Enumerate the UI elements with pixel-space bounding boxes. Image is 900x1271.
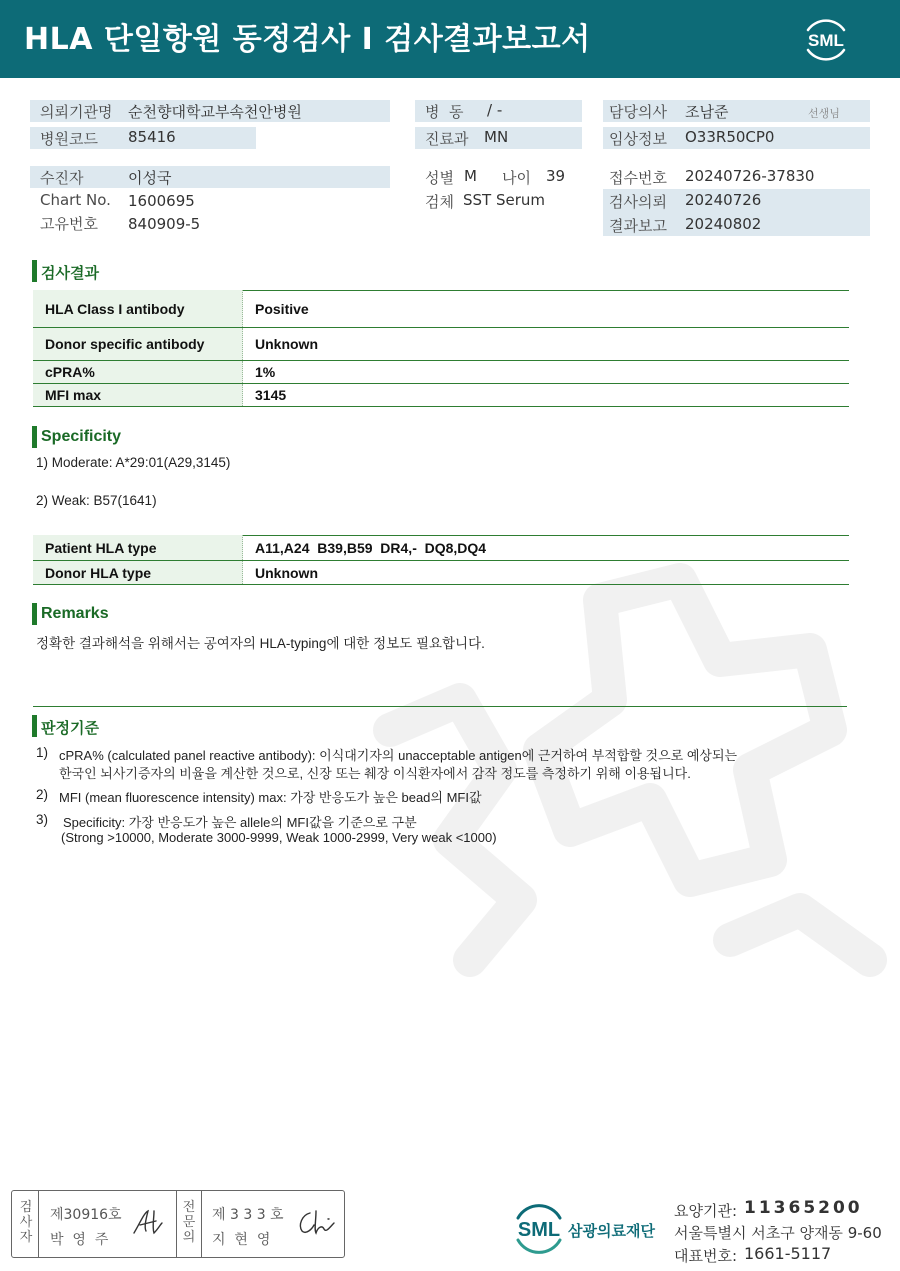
doctor-suffix: 선생님 xyxy=(808,107,840,120)
department-value: MN xyxy=(484,128,509,146)
specificity-line-1: 1) Moderate: A*29:01(A29,3145) xyxy=(36,455,231,470)
hospital-code-label: 병원코드 xyxy=(40,130,98,148)
institution-value: 순천향대학교부속천안병원 xyxy=(128,103,302,121)
id-label: 고유번호 xyxy=(40,215,98,233)
clinical-label: 임상정보 xyxy=(609,130,667,148)
results-section-marker xyxy=(32,260,37,282)
patient-value: 이성국 xyxy=(128,169,172,187)
sml-footer-logo-text: SML xyxy=(517,1219,561,1241)
phone-label: 대표번호: xyxy=(674,1247,738,1265)
report-title: HLA 단일항원 동정검사 I 검사결과보고서 xyxy=(24,22,591,57)
org-name: 삼광의료재단 xyxy=(568,1222,655,1240)
specialist-signature-icon xyxy=(294,1207,338,1239)
criteria-num-3: 3) xyxy=(36,812,49,827)
result-label: HLA Class I antibody xyxy=(33,290,243,327)
request-value: 20240726 xyxy=(685,191,762,209)
table-row xyxy=(33,328,849,361)
info-bar-patient xyxy=(30,166,390,188)
patient-label: 수진자 xyxy=(40,169,84,187)
criteria-item-1-line-1: cPRA% (calculated panel reactive antibody): 이식대기자의 unacceptable antigen에 근거하여 부적합할 것으로 예상되는 xyxy=(59,748,738,763)
inst-code-value: 11365200 xyxy=(744,1198,863,1218)
ward-value: / - xyxy=(487,101,503,119)
criteria-item-1-line-2: 한국인 뇌사기증자의 비율을 계산한 것으로, 신장 또는 췌장 이식환자에서 감작 정도를 측정하기 위해 이용됩니다. xyxy=(59,766,691,781)
criteria-section-title: 판정기준 xyxy=(41,719,99,737)
sml-logo xyxy=(800,14,852,64)
table-row xyxy=(33,361,849,384)
sml-footer-logo xyxy=(510,1200,568,1256)
report-header xyxy=(0,0,900,78)
examiner-name: 박 영 주 xyxy=(50,1232,109,1248)
remarks-section-title: Remarks xyxy=(41,605,109,622)
doctor-value: 조남준 xyxy=(685,103,729,121)
results-table xyxy=(33,290,849,408)
specimen-value: SST Serum xyxy=(463,191,546,209)
receipt-value: 20240726-37830 xyxy=(685,167,815,185)
doctor-label: 담당의사 xyxy=(609,103,667,121)
hla-type-value: A11,A24 B39,B59 DR4,- DQ8,DQ4 xyxy=(255,539,487,556)
hla-type-value: Unknown xyxy=(255,564,318,581)
org-address: 서울특별시 서초구 양재동 9-60 xyxy=(674,1224,882,1242)
criteria-num-2: 2) xyxy=(36,787,49,802)
specificity-section-marker xyxy=(32,426,37,448)
specialist-label: 전문의 xyxy=(182,1200,196,1245)
result-value: 1% xyxy=(255,364,276,380)
hla-type-label: Patient HLA type xyxy=(33,535,243,560)
chart-value: 1600695 xyxy=(128,192,195,210)
request-label: 검사의뢰 xyxy=(609,193,667,211)
sex-value: M xyxy=(464,167,477,185)
criteria-num-1: 1) xyxy=(36,745,49,760)
table-row xyxy=(33,290,849,328)
table-row xyxy=(33,535,849,561)
result-value: 3145 xyxy=(255,387,287,403)
hla-type-label: Donor HLA type xyxy=(33,561,243,584)
specialist-number: 제 3 3 3 호 xyxy=(212,1207,284,1223)
criteria-item-3-line-1: Specificity: 가장 반응도가 높은 allele의 MFI값을 기준으로 구분 xyxy=(63,815,417,830)
specialist-name: 지 현 영 xyxy=(212,1232,271,1248)
ward-label: 병 동 xyxy=(425,103,464,121)
criteria-item-2-line-1: MFI (mean fluorescence intensity) max: 가장 반응도가 높은 bead의 MFI값 xyxy=(59,790,482,805)
result-label: Donor specific antibody xyxy=(33,328,243,360)
id-value: 840909-5 xyxy=(128,215,201,233)
age-value: 39 xyxy=(546,167,566,185)
receipt-label: 접수번호 xyxy=(609,169,667,187)
result-value: Positive xyxy=(255,300,309,317)
result-value: Unknown xyxy=(255,336,318,352)
examiner-number: 제30916호 xyxy=(50,1207,122,1223)
hla-type-table xyxy=(33,535,849,586)
report-value: 20240802 xyxy=(685,215,762,233)
clinical-value: O33R50CP0 xyxy=(685,128,775,146)
table-row xyxy=(33,384,849,407)
inst-code-label: 요양기관: xyxy=(674,1202,738,1220)
result-label: cPRA% xyxy=(33,361,243,383)
hospital-code-value: 85416 xyxy=(128,128,176,146)
examiner-label: 검사자 xyxy=(19,1200,33,1245)
results-section-title: 검사결과 xyxy=(41,264,99,282)
criteria-item-3-line-2: (Strong >10000, Moderate 3000-9999, Weak 1000-2999, Very weak <1000) xyxy=(61,830,497,845)
remarks-section-marker xyxy=(32,603,37,625)
result-label: MFI max xyxy=(33,384,243,406)
chart-label: Chart No. xyxy=(40,191,111,209)
specificity-line-2: 2) Weak: B57(1641) xyxy=(36,493,157,508)
sml-logo-text: SML xyxy=(808,31,844,50)
report-label: 결과보고 xyxy=(609,217,667,235)
table-row xyxy=(33,561,849,585)
remarks-text: 정확한 결과해석을 위해서는 공여자의 HLA-typing에 대한 정보도 필요합니다. xyxy=(36,636,485,651)
criteria-section-marker xyxy=(32,715,37,737)
department-label: 진료과 xyxy=(425,130,469,148)
examiner-signature-icon xyxy=(130,1205,170,1239)
signature-box xyxy=(11,1190,345,1258)
specificity-section-title: Specificity xyxy=(41,428,122,445)
section-divider xyxy=(33,706,847,707)
institution-label: 의뢰기관명 xyxy=(40,103,113,121)
phone-value: 1661-5117 xyxy=(744,1244,832,1263)
age-label: 나이 xyxy=(502,169,531,187)
sex-label: 성별 xyxy=(425,169,454,187)
specimen-label: 검체 xyxy=(425,193,454,211)
